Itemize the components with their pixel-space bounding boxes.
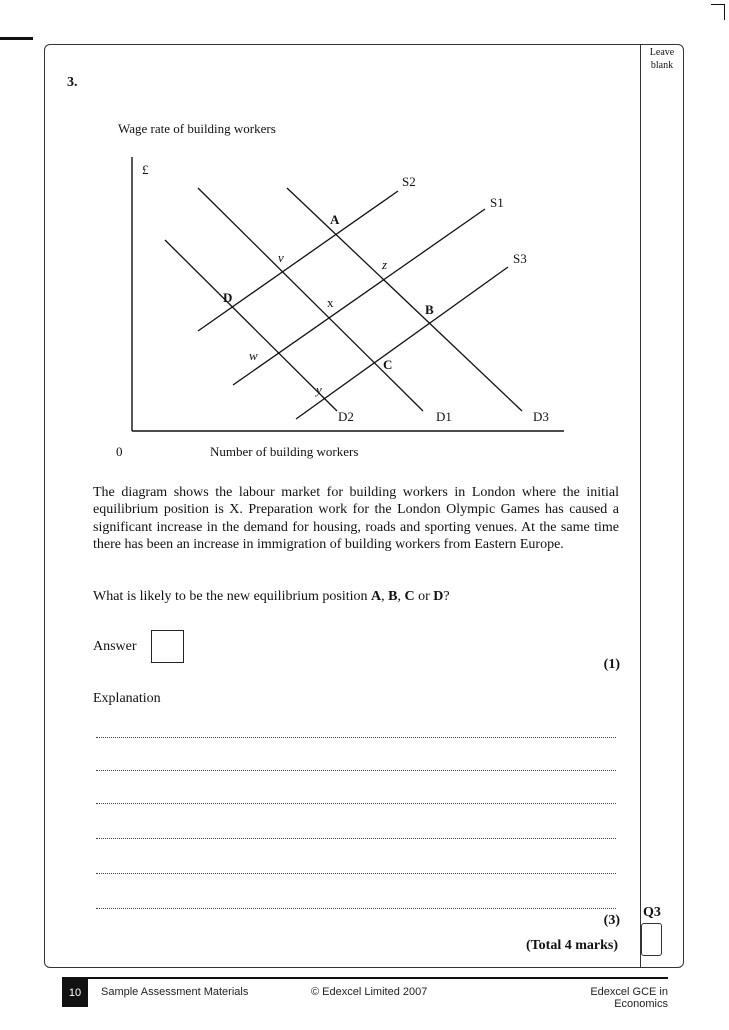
question-prefix: What is likely to be the new equilibrium position bbox=[93, 589, 372, 604]
separator-1: , bbox=[381, 589, 389, 604]
total-marks: (Total 4 marks) bbox=[525, 938, 618, 953]
label-d2: D2 bbox=[338, 409, 354, 424]
supply-curve-s3 bbox=[296, 267, 508, 419]
explanation-line-4[interactable] bbox=[96, 837, 616, 839]
explanation-line-3[interactable] bbox=[96, 802, 616, 804]
label-d3: D3 bbox=[533, 409, 549, 424]
supply-curve-s1 bbox=[233, 209, 485, 385]
footer-left: Sample Assessment Materials bbox=[101, 986, 249, 998]
answer-label: Answer bbox=[93, 639, 137, 654]
point-d-label: D bbox=[223, 290, 233, 305]
origin-label: 0 bbox=[116, 444, 123, 459]
point-v-label: v bbox=[278, 250, 284, 265]
labour-market-diagram bbox=[0, 0, 729, 470]
page-number: 10 bbox=[62, 979, 88, 1007]
footer-rule bbox=[62, 977, 668, 979]
explanation-line-6[interactable] bbox=[96, 907, 616, 909]
question-code-label: Q3 bbox=[643, 905, 661, 920]
leave-blank-line2: blank bbox=[650, 60, 674, 71]
separator-2: , bbox=[397, 589, 405, 604]
leave-blank-line1: Leave bbox=[649, 47, 675, 58]
option-a: A bbox=[371, 589, 382, 604]
point-a-label: A bbox=[330, 212, 340, 227]
currency-symbol: £ bbox=[142, 162, 149, 177]
explanation-label: Explanation bbox=[93, 691, 161, 706]
answer-marks: (1) bbox=[603, 657, 620, 672]
explanation-line-2[interactable] bbox=[96, 769, 616, 771]
label-d1: D1 bbox=[436, 409, 452, 424]
footer-center: © Edexcel Limited 2007 bbox=[311, 986, 428, 998]
point-z-label: z bbox=[382, 257, 388, 272]
question-paragraph: The diagram shows the labour market for building workers in London where the initial equilibrium position is X. Preparation work for the London Olympic Games has caused a significant increase in the demand for housing, roads and sporting venues. At the same time there has been an increase in immigration of building workers from Eastern Europe. bbox=[93, 485, 619, 553]
label-s2: S2 bbox=[402, 174, 416, 189]
question-score-box[interactable] bbox=[641, 923, 662, 956]
option-d: D bbox=[433, 589, 444, 604]
question-suffix: ? bbox=[443, 589, 450, 604]
point-c-label: C bbox=[383, 357, 393, 372]
answer-box[interactable] bbox=[151, 630, 184, 663]
y-axis-title: Wage rate of building workers bbox=[118, 121, 276, 136]
demand-curve-d2 bbox=[165, 240, 337, 411]
option-c: C bbox=[404, 589, 415, 604]
point-y-label: y bbox=[316, 382, 322, 397]
explanation-marks: (3) bbox=[603, 913, 620, 928]
explanation-line-1[interactable] bbox=[96, 736, 616, 738]
demand-curve-d3 bbox=[287, 188, 522, 411]
point-w-label: w bbox=[249, 348, 258, 363]
label-s1: S1 bbox=[490, 195, 504, 210]
question-number: 3. bbox=[67, 75, 78, 90]
label-s3: S3 bbox=[513, 251, 527, 266]
or-word: or bbox=[414, 589, 434, 604]
supply-curve-s2 bbox=[198, 191, 398, 331]
footer-right: Edexcel GCE in Economics bbox=[590, 986, 668, 1010]
option-b: B bbox=[388, 589, 398, 604]
point-x-label: x bbox=[327, 295, 334, 310]
point-b-label: B bbox=[425, 302, 434, 317]
question-prompt bbox=[93, 589, 450, 605]
x-axis-title: Number of building workers bbox=[210, 444, 359, 459]
explanation-line-5[interactable] bbox=[96, 872, 616, 874]
